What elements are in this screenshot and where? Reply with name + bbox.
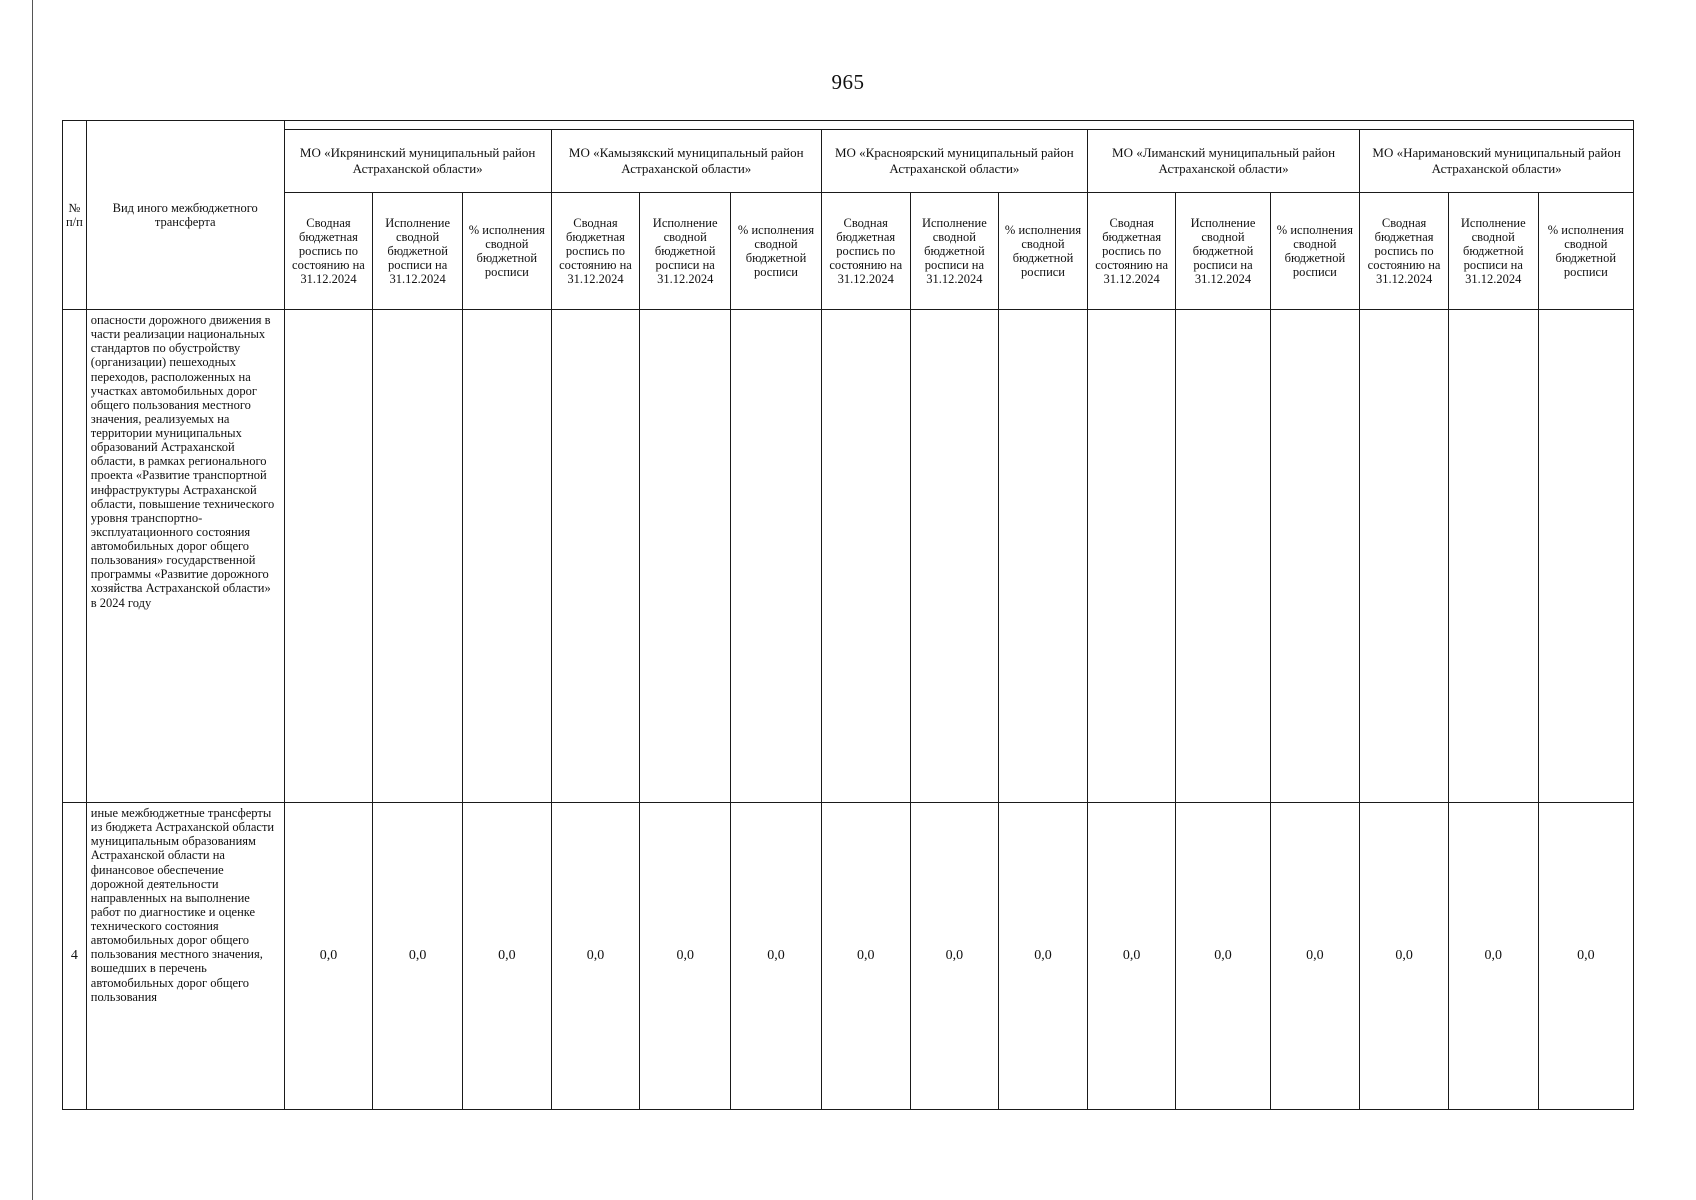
value-cell: 0,0 xyxy=(821,803,910,1110)
value-cell: 0,0 xyxy=(463,803,552,1110)
value-cell xyxy=(910,310,999,803)
value-cell: 0,0 xyxy=(1538,803,1633,1110)
pct-header: % исполнения сводной бюджетной росписи xyxy=(1270,193,1360,310)
transfer-description: опасности дорожного движения в части реализации национальных стандартов по обустройству (организации) пешеходных переходов, расположенных на участках автомобильных дорог общего пользования местного значения, реализуемых на территории муниципальных образований Астраханской области, в рамках регионального проекта «Развитие транспортной инфраструктуры Астраханской области, повышение технического уровня транспортно-эксплуатационного состояния автомобильных дорог общего пользования» государственной программы «Развитие дорожного хозяйства Астраханской области» в 2024 году xyxy=(86,310,284,803)
value-cell xyxy=(1538,310,1633,803)
value-cell: 0,0 xyxy=(284,803,373,1110)
page-binding-line xyxy=(32,0,33,1200)
row-number: 4 xyxy=(63,803,87,1110)
transfer-description: иные межбюджетные трансферты из бюджета Астраханской области муниципальным образованиям Астраханской области на финансовое обеспечение дорожной деятельности направленных на выполнение работ по диагностике и оценке технического состояния автомобильных дорог общего пользования местного значения, вошедших в перечень автомобильных дорог общего пользования xyxy=(86,803,284,1110)
value-cell: 0,0 xyxy=(1087,803,1176,1110)
value-cell xyxy=(731,310,822,803)
municipality-header: МО «Камызякский муниципальный район Астраханской области» xyxy=(551,130,821,193)
value-cell xyxy=(1448,310,1538,803)
plan-header: Сводная бюджетная роспись по состоянию на 31.12.2024 xyxy=(821,193,910,310)
value-cell: 0,0 xyxy=(373,803,463,1110)
municipality-header: МО «Красноярский муниципальный район Астраханской области» xyxy=(821,130,1087,193)
value-cell: 0,0 xyxy=(640,803,731,1110)
header-top-strip xyxy=(63,121,1634,130)
exec-header: Исполнение сводной бюджетной росписи на 31.12.2024 xyxy=(1448,193,1538,310)
value-cell xyxy=(284,310,373,803)
value-cell xyxy=(999,310,1088,803)
value-cell: 0,0 xyxy=(1360,803,1449,1110)
value-cell: 0,0 xyxy=(1270,803,1360,1110)
header-strip-cell xyxy=(284,121,1633,130)
value-cell xyxy=(640,310,731,803)
continuation-row xyxy=(63,310,1634,803)
municipality-header: МО «Наримановский муниципальный район Астраханской области» xyxy=(1360,130,1634,193)
exec-header: Исполнение сводной бюджетной росписи на 31.12.2024 xyxy=(910,193,999,310)
value-cell xyxy=(1270,310,1360,803)
value-cell: 0,0 xyxy=(910,803,999,1110)
plan-header: Сводная бюджетная роспись по состоянию на 31.12.2024 xyxy=(1360,193,1449,310)
plan-header: Сводная бюджетная роспись по состоянию на 31.12.2024 xyxy=(551,193,640,310)
value-cell: 0,0 xyxy=(999,803,1088,1110)
table-row xyxy=(63,803,1634,1110)
value-cell: 0,0 xyxy=(1176,803,1270,1110)
pct-header: % исполнения сводной бюджетной росписи xyxy=(463,193,552,310)
municipality-header: МО «Лиманский муниципальный район Астраханской области» xyxy=(1087,130,1359,193)
page-number: 965 xyxy=(831,70,865,94)
exec-header: Исполнение сводной бюджетной росписи на 31.12.2024 xyxy=(640,193,731,310)
row-number-cell xyxy=(63,310,87,803)
value-cell xyxy=(463,310,552,803)
value-cell: 0,0 xyxy=(1448,803,1538,1110)
municipality-header-row xyxy=(63,130,1634,193)
exec-header: Исполнение сводной бюджетной росписи на 31.12.2024 xyxy=(1176,193,1270,310)
pct-header: % исполнения сводной бюджетной росписи xyxy=(1538,193,1633,310)
value-cell xyxy=(1176,310,1270,803)
municipality-header: МО «Икрянинский муниципальный район Астраханской области» xyxy=(284,130,551,193)
exec-header: Исполнение сводной бюджетной росписи на 31.12.2024 xyxy=(373,193,463,310)
value-cell xyxy=(821,310,910,803)
sub-header-row xyxy=(63,193,1634,310)
value-cell: 0,0 xyxy=(551,803,640,1110)
col-num-header: № п/п xyxy=(63,121,87,310)
pct-header: % исполнения сводной бюджетной росписи xyxy=(731,193,822,310)
plan-header: Сводная бюджетная роспись по состоянию на 31.12.2024 xyxy=(284,193,373,310)
value-cell: 0,0 xyxy=(731,803,822,1110)
value-cell xyxy=(1087,310,1176,803)
value-cell xyxy=(1360,310,1449,803)
budget-execution-table xyxy=(62,120,1634,1110)
value-cell xyxy=(551,310,640,803)
value-cell xyxy=(373,310,463,803)
pct-header: % исполнения сводной бюджетной росписи xyxy=(999,193,1088,310)
plan-header: Сводная бюджетная роспись по состоянию на 31.12.2024 xyxy=(1087,193,1176,310)
col-type-header: Вид иного межбюджетного трансферта xyxy=(86,121,284,310)
